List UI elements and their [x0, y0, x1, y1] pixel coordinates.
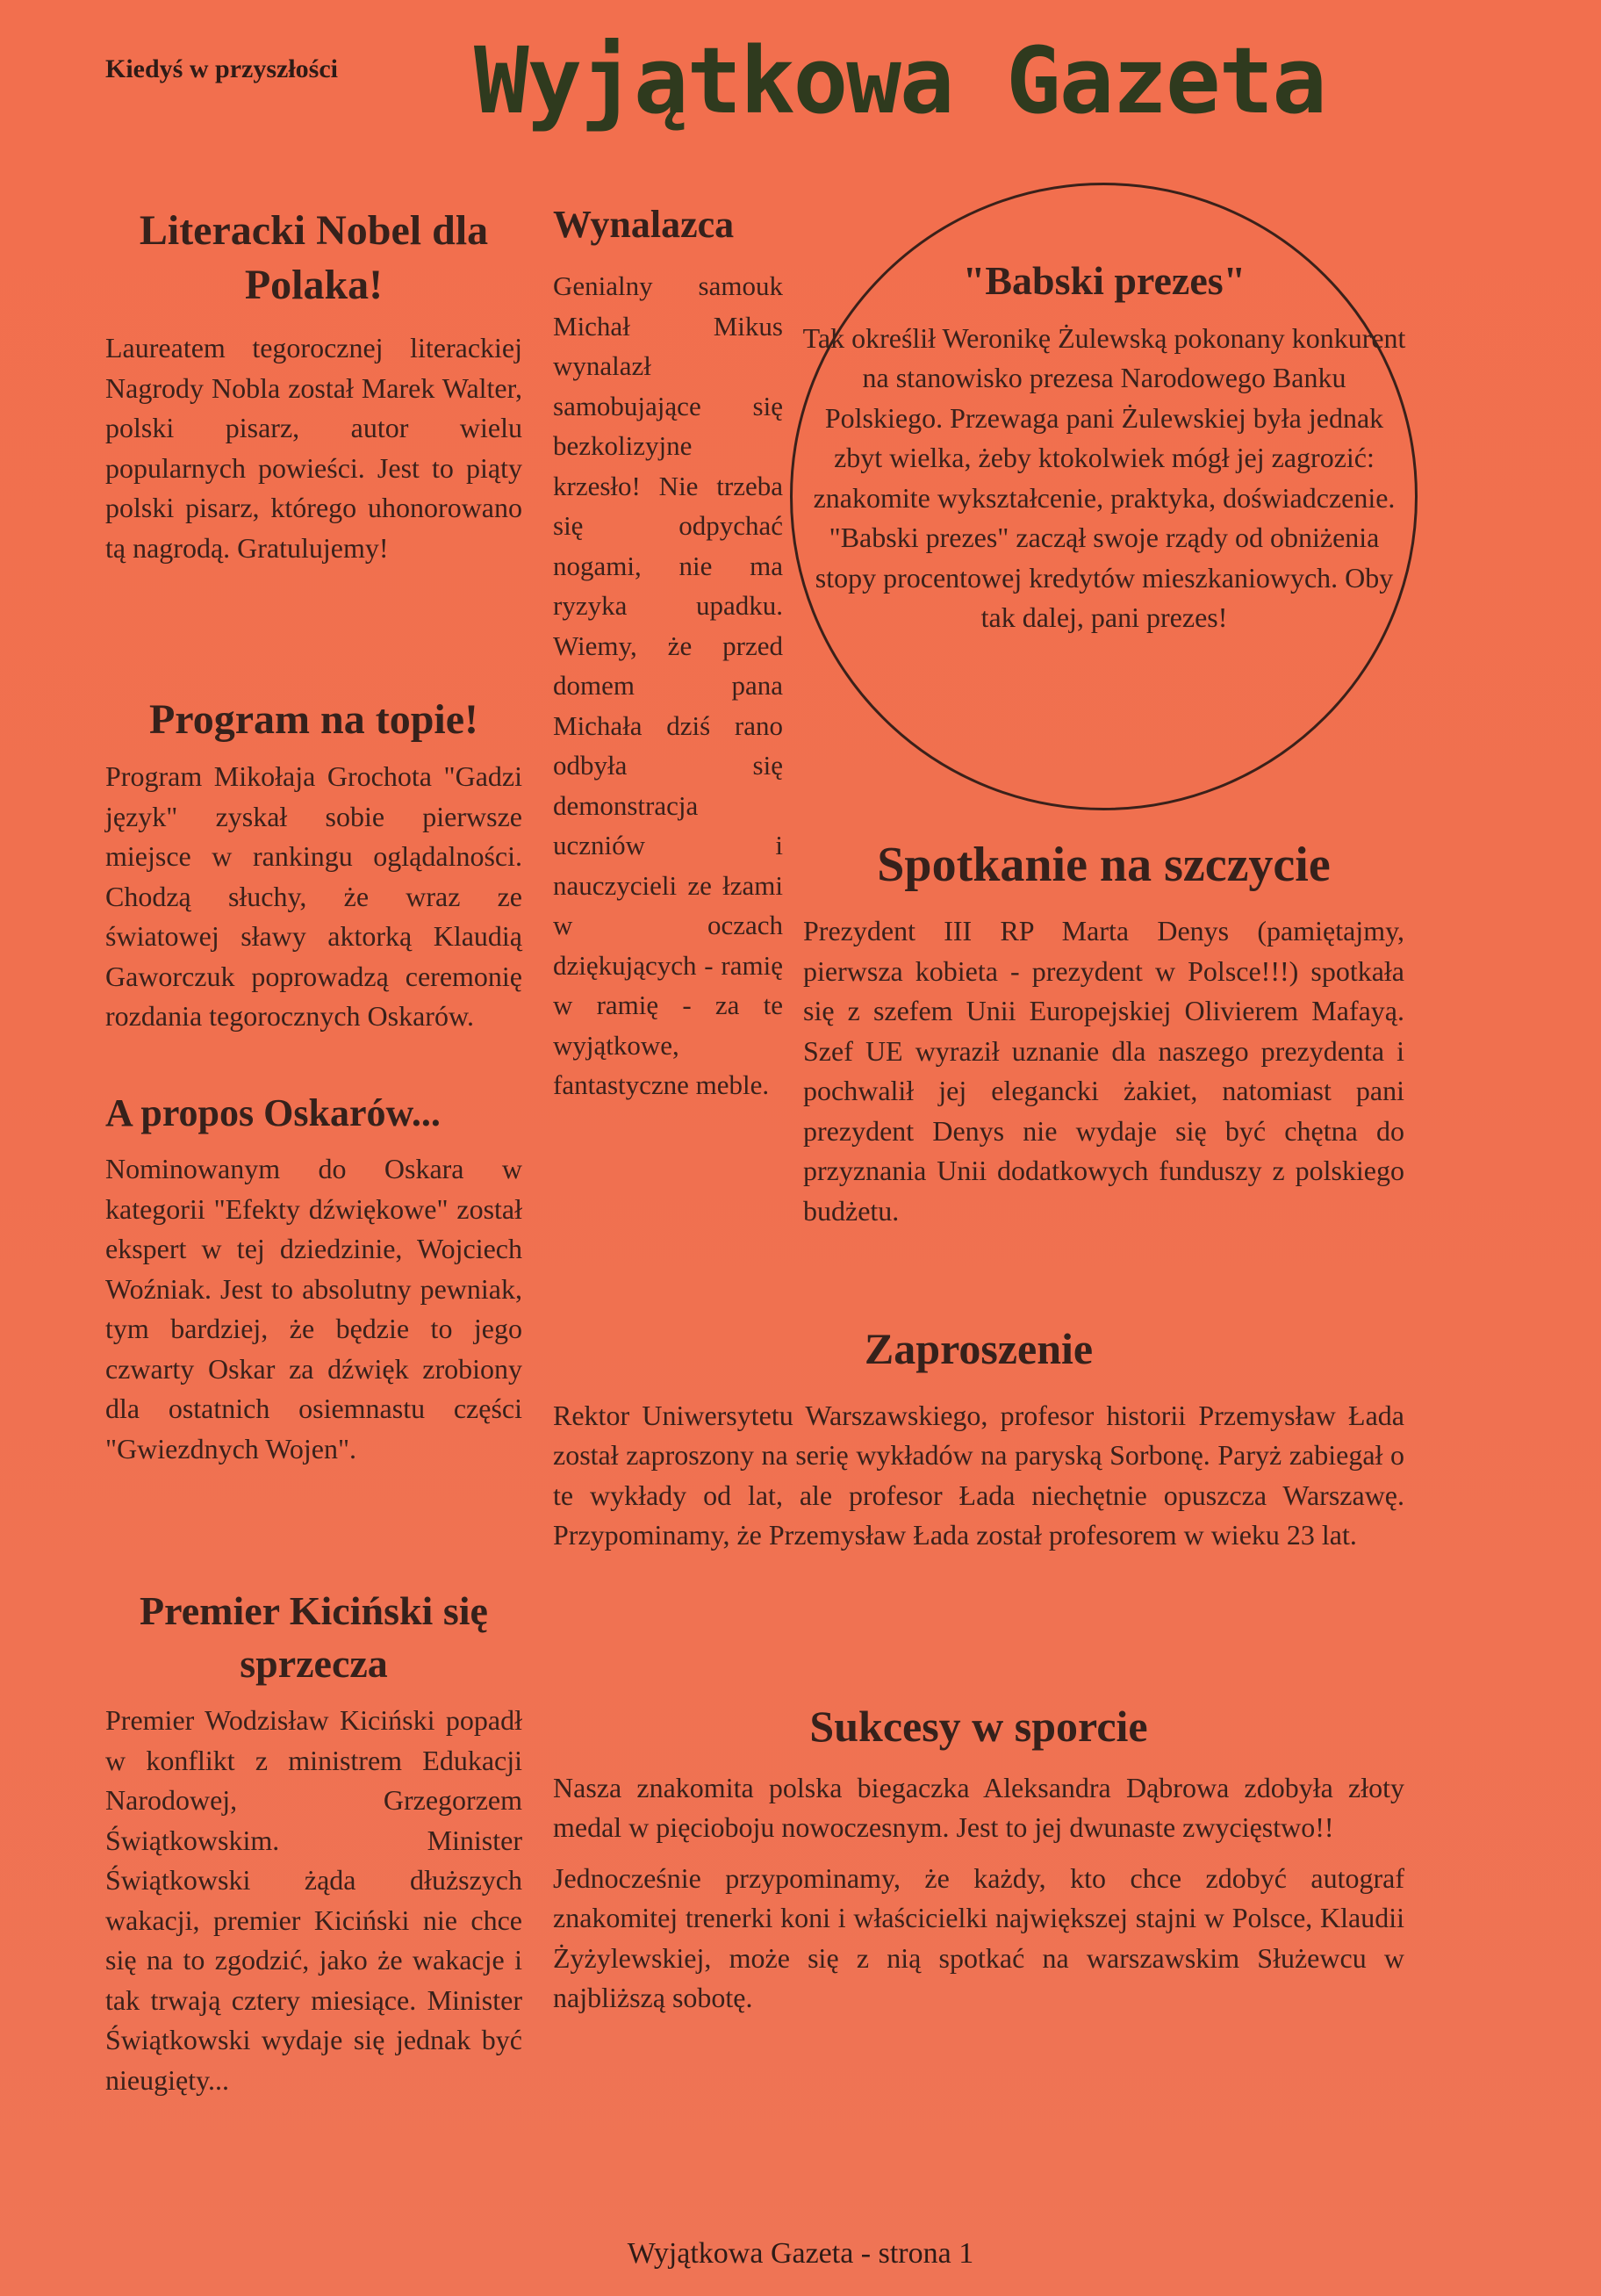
article-inventor — [553, 200, 783, 1105]
article-title: Premier Kiciński się sprzecza — [140, 1588, 488, 1686]
article-premier — [105, 1585, 522, 2100]
masthead-title: Wyjątkowa Gazeta — [474, 27, 1325, 134]
article-title: Spotkanie na szczycie — [877, 838, 1331, 892]
article-body: Jednocześnie przypominamy, że każdy, kto chce zdobyć autograf znakomitej trenerki koni i właścicielki największej stajni w Polsce, Klaudii Żyżylewskiej, może się z nią spotkać na warszawskim Służewcu w najbliższą sobotę. — [553, 1861, 1404, 2013]
article-nobel — [105, 204, 522, 568]
article-title: Wynalazca — [553, 203, 735, 246]
article-sport — [553, 1699, 1404, 2019]
article-title: Zaproszenie — [864, 1324, 1094, 1373]
article-body: Laureatem tegorocznej literackiej Nagrody Nobla został Marek Walter, polski pisarz, autor wielu popularnych powieści. Jest to piąty polski pisarz, którego uhonorowano tą nagrodą. Gratulujemy! — [105, 332, 522, 564]
article-title: "Babski prezes" — [962, 258, 1246, 303]
article-body: Rektor Uniwersytetu Warszawskiego, profesor historii Przemysław Łada został zaproszony na serię wykładów na paryską Sorbonę. Paryż zabiegał o te wykłady od lat, ale profesor Łada niechętnie opuszcza Warszawę. Przypominamy, że Przemysław Łada został profesorem w wieku 23 lat. — [553, 1399, 1404, 1551]
article-program — [105, 694, 522, 1037]
article-body: Prezydent III RP Marta Denys (pamiętajmy, pierwsza kobieta - prezydent w Polsce!!!) spotkała się z szefem Unii Europejskiej Olivierem Mafayą. Szef UE wyraził uznanie dla naszego prezydenta i pochwalił jej elegancki żakiet, natomiast pani prezydent Denys nie wydaje się być chętna do przyznania Unii dodatkowych funduszy z polskiego budżetu. — [803, 915, 1404, 1227]
article-body: Nominowanym do Oskara w kategorii "Efekty dźwiękowe" został ekspert w tej dziedzinie, Wojciech Woźniak. Jest to absolutny pewniak, tym bardziej, że będzie to jego czwarty Oskar za dźwięk zrobiony dla ostatnich osiemnastu części "Gwiezdnych Wojen". — [105, 1153, 522, 1465]
article-title: Program na topie! — [148, 696, 479, 743]
article-title: Sukcesy w sporcie — [809, 1702, 1148, 1751]
circle-content — [801, 256, 1407, 638]
article-title: A propos Oskarów... — [105, 1091, 441, 1134]
article-title: Literacki Nobel dla Polaka! — [139, 207, 489, 308]
article-babski-prezes-circle — [790, 183, 1418, 810]
page-footer: Wyjątkowa Gazeta - strona 1 — [627, 2237, 974, 2270]
article-summit — [803, 834, 1404, 1231]
article-oscars — [105, 1089, 522, 1469]
article-body: Program Mikołaja Grochota "Gadzi język" zyskał sobie pierwsze miejsce w rankingu oglądalności. Chodzą słuchy, że wraz ze światowej sławy aktorką Klaudią Gaworczuk poprowadzą ceremonię rozdania tegorocznych Oskarów. — [105, 760, 522, 1032]
article-body: Genialny samouk Michał Mikus wynalazł samobujające się bezkolizyjne krzesło! Nie trzeba się odpychać nogami, nie ma ryzyka upadku. Wiemy, że przed domem pana Michała dziś rano odbyła się demonstracja uczniów i nauczycieli ze łzami w oczach dziękujących - ramię w ramię - za te wyjątkowe, fantastyczne meble. — [553, 270, 783, 1100]
article-body: Tak określił Weronikę Żulewską pokonany konkurent na stanowisko prezesa Narodowego Banku Polskiego. Przewaga pani Żulewskiej była jednak zbyt wielka, żeby ktokolwiek mógł jej zagrozić: znakomite wykształcenie, praktyka, doświadczenie. "Babski prezes" zaczął swoje rządy od obniżenia stopy procentowej kredytów mieszkaniowych. Oby tak dalej, pani prezes! — [802, 321, 1406, 633]
article-body: Nasza znakomita polska biegaczka Aleksandra Dąbrowa zdobyła złoty medal w pięcioboju nowoczesnym. Jest to jej dwunaste zwycięstwo!! — [553, 1771, 1404, 1843]
article-body: Premier Wodzisław Kiciński popadł w konflikt z ministrem Edukacji Narodowej, Grzegorzem Świątkowskim. Minister Świątkowski żąda dłuższych wakacji, premier Kiciński nie chce się na to zgodzić, jako że wakacje i tak trwają cztery miesiące. Minister Świątkowski wydaje się jednak być nieugięty... — [105, 1704, 522, 2096]
article-invite — [553, 1321, 1404, 1556]
tagline: Kiedyś w przyszłości — [105, 54, 338, 83]
